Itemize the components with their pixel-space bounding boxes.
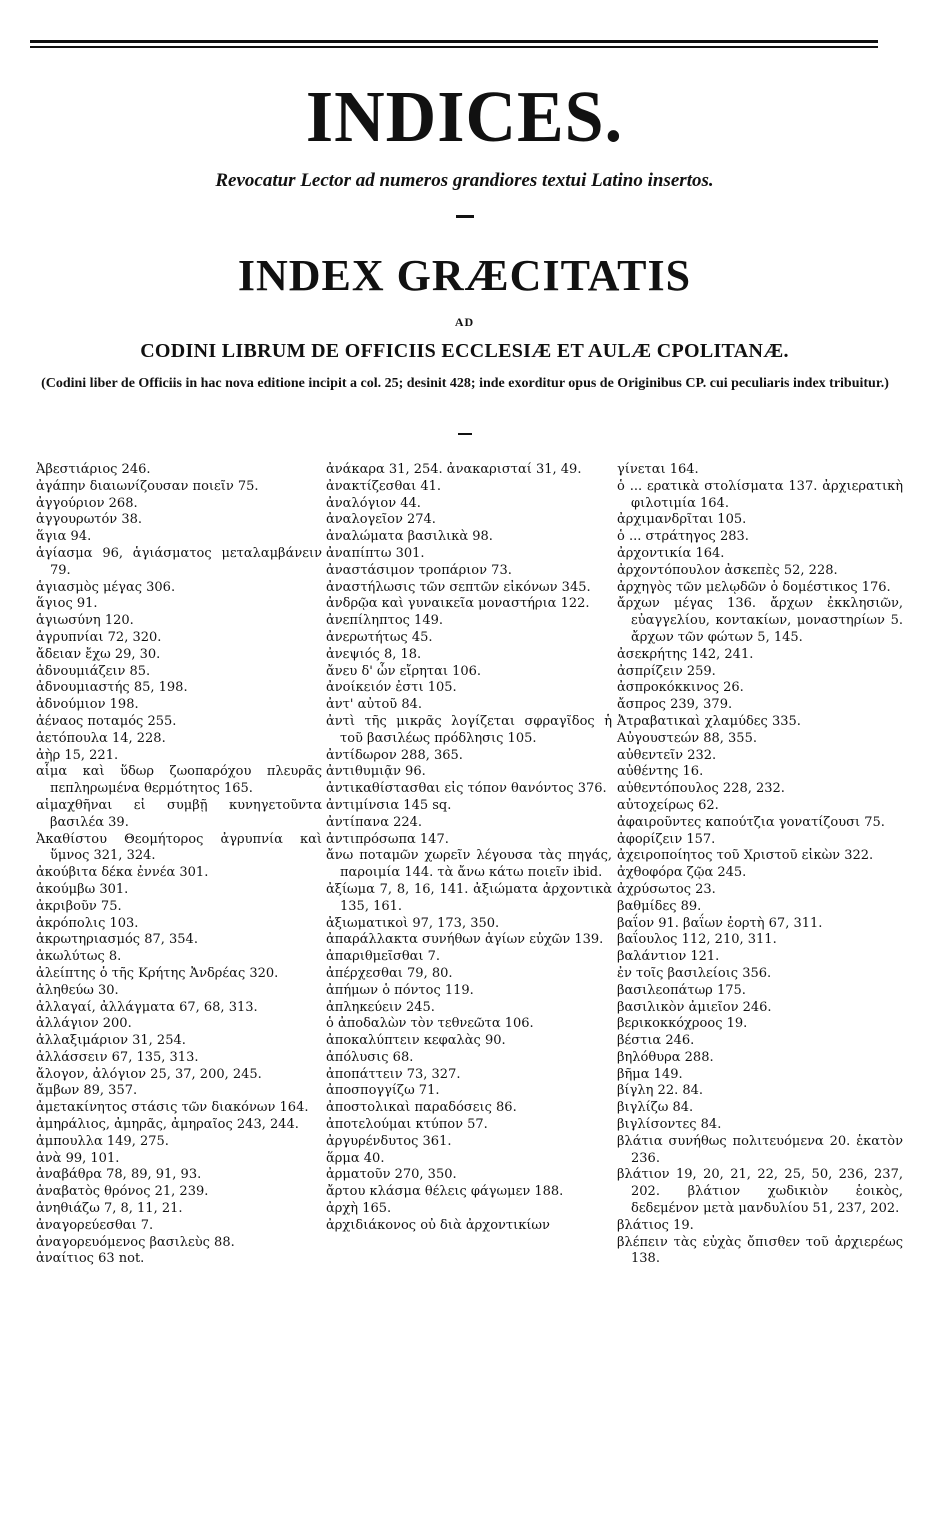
page-title: INDICES.	[305, 77, 624, 158]
index-entry: γίνεται 164.	[617, 462, 699, 477]
index-entry: ἀμετακίνητος στάσις τῶν διακόνων 164.	[36, 1100, 309, 1116]
index-entry: βαλάντιον 121.	[617, 949, 720, 965]
index-entry: ἀλλάγιον 200.	[36, 1016, 132, 1032]
index-entry: ἀντίπανα 224.	[326, 814, 423, 830]
work-title: CODINI LIBRUM DE OFFICIIS ECCLESIÆ ET AULÆ CPOLITANÆ.	[140, 340, 789, 362]
index-entry: βίγλη 22. 84.	[617, 1083, 704, 1099]
index-entry: ἀνεψιός 8, 18.	[326, 646, 422, 662]
index-entry: ἀπόλυσις 68.	[326, 1049, 414, 1065]
index-entry: ἀντικαθίστασθαι εἰς τόπον θανόντος 376.	[326, 781, 607, 797]
index-entry: ἀδνουμιαστής 85, 198.	[36, 680, 188, 696]
index-entry: βαΐον 91. βαΐων ἑορτὴ 67, 311.	[617, 915, 823, 931]
index-entry: ἀσεκρήτης 142, 241.	[617, 646, 754, 662]
index-entry: ἀντιμίνσια 145 sq.	[326, 797, 452, 813]
index-entry: ἀνακτίζεσθαι 41.	[326, 478, 442, 494]
index-entry: βλάτια συνήθως πολιτευόμενα 20. ἑκατὸν 236.	[617, 1133, 903, 1166]
index-entry: ἀναπίπτω 301.	[326, 545, 425, 561]
index-entry: ἀνοίκειόν ἐστι 105.	[326, 680, 457, 696]
index-entry: ἀνεπίληπτος 149.	[326, 613, 444, 629]
index-entry: ἀκριβοῦν 75.	[36, 898, 122, 914]
index-entry: ἀποτελούμαι κτύπον 57.	[326, 1117, 488, 1133]
index-entry: ἀχειροποίητος τοῦ Χριστοῦ εἰκὼν 322.	[617, 848, 874, 864]
index-entry: ἀκούμβω 301.	[36, 881, 129, 897]
index-entry: αὐθεντεῖν 232.	[617, 747, 717, 763]
index-entry: ἄλογον, ἀλόγιον 25, 37, 200, 245.	[36, 1066, 262, 1082]
index-entry: ἀποπάττειν 73, 327.	[326, 1066, 461, 1082]
index-entry: ἀλλαγαί, ἀλλάγματα 67, 68, 313.	[36, 999, 258, 1015]
index-entry: ἀσπρίζειν 259.	[617, 663, 716, 679]
index-entry: ἀνάκαρα 31, 254. ἀνακαρισταί 31, 49.	[326, 462, 582, 477]
separator-dash	[456, 215, 474, 218]
index-entry: ἁγιασμὸς μέγας 306.	[36, 579, 176, 595]
index-entry: ἀποσπογγίζω 71.	[326, 1083, 440, 1099]
index-entry: βλέπειν τὰς εὐχὰς ὄπισθεν τοῦ ἀρχιερέως 138.	[617, 1234, 903, 1267]
index-entry: βέστια 246.	[617, 1033, 695, 1049]
index-entry: ἄρχων μέγας 136. ἄρχων ἐκκλησιῶν, εὐαγγελίου, κοντακίων, μοναστηρίων 5. ἄρχων τῶν φώτων 5, 145.	[617, 596, 903, 645]
index-entry: ἀέναος ποταμός 255.	[36, 713, 177, 729]
index-entry: ἅγιος 91.	[36, 596, 98, 612]
index-entry: ἀργυρένδυτος 361.	[326, 1133, 452, 1149]
index-entry: ἀπαράλλακτα συνήθων ἁγίων εὐχῶν 139.	[326, 932, 604, 948]
index-entry: αἱμαχθῆναι εἰ συμβῇ κυνηγετοῦντα βασιλέα 39.	[36, 797, 322, 830]
index-entry: βασιλικὸν ἀμιεῖον 246.	[617, 999, 772, 1015]
index-entry: ἀπληκεύειν 245.	[326, 999, 435, 1015]
index-entry: ἀπέρχεσθαι 79, 80.	[326, 965, 453, 981]
index-entry: ἀναίτιος 63 not.	[36, 1251, 145, 1267]
index-entry: βῆμα 149.	[617, 1066, 683, 1082]
index-entry: αὐτοχείρως 62.	[617, 797, 719, 813]
index-entry: ἀφαιροῦντες καπούτζια γονατίζουσι 75.	[617, 814, 885, 830]
top-double-rule-thin	[30, 46, 878, 48]
index-entry: ἀνδρῷα καὶ γυναικεῖα μοναστήρια 122.	[326, 596, 590, 612]
index-entry: ἀναστάσιμον τροπάριον 73.	[326, 562, 512, 578]
index-entry: ἀκωλύτως 8.	[36, 949, 122, 965]
index-entry: ἄδειαν ἔχω 29, 30.	[36, 646, 161, 662]
index-entry: ἀληθεύω 30.	[36, 982, 119, 998]
index-entry: ἄσπρος 239, 379.	[617, 697, 733, 713]
index-entry: ἄνω ποταμῶν χωρεῖν λέγουσα τὰς πηγάς, παροιμία 144. τὰ ἄνω κάτω ποιεῖν ibid.	[326, 848, 612, 881]
index-entry: ἀνερωτήτως 45.	[326, 629, 433, 645]
index-entry: ἁγιωσύνη 120.	[36, 613, 134, 629]
index-entry: βαΐουλος 112, 210, 311.	[617, 932, 777, 948]
index-entry: ἀρχὴ 165.	[326, 1201, 392, 1217]
index-entry: ἀλλαξιμάριον 31, 254.	[36, 1033, 186, 1049]
index-entry: ἀναβάθρα 78, 89, 91, 93.	[36, 1167, 202, 1183]
index-entry: ἄνευ δ' ὧν εἴρηται 106.	[326, 663, 482, 679]
index-entry: βιγλίσοντες 84.	[617, 1117, 722, 1133]
index-entry: βιγλίζω 84.	[617, 1100, 694, 1116]
index-entry: ὁ ... στράτηγος 283.	[617, 529, 749, 545]
index-entry: βηλόθυρα 288.	[617, 1049, 714, 1065]
ad-label: AD	[454, 315, 475, 329]
index-entry: ἐν τοῖς βασιλείοις 356.	[617, 965, 772, 981]
index-entry: ἀποκαλύπτειν κεφαλὰς 90.	[326, 1033, 506, 1049]
index-entry: αὐθεντόπουλος 228, 232.	[617, 781, 785, 797]
index-entry: ἀπαριθμεῖσθαι 7.	[326, 949, 441, 965]
index-entry: αὐθέντης 16.	[617, 764, 704, 780]
index-entry: ἀχθοφόρα ζῷα 245.	[617, 865, 747, 881]
index-entry: βερικοκκόχροος 19.	[617, 1016, 748, 1032]
index-entry: ἀλλάσσειν 67, 135, 313.	[36, 1049, 199, 1065]
index-entry: ὁ ἀποδαλὼν τὸν τεθνεῶτα 106.	[326, 1016, 534, 1032]
index-entry: ἀναβατὸς θρόνος 21, 239.	[36, 1184, 209, 1200]
index-entry: Ἀτραβατικαὶ χλαμύδες 335.	[617, 713, 801, 729]
index-entry: βλάτιος 19.	[617, 1217, 694, 1233]
index-column-2	[326, 462, 612, 1235]
index-entry: ἀναλώματα βασιλικὰ 98.	[326, 529, 493, 545]
index-entry: ἀποστολικαὶ παραδόσεις 86.	[326, 1100, 517, 1116]
index-entry: ἀνηθιάζω 7, 8, 11, 21.	[36, 1201, 183, 1217]
index-entry: ἀρχιδιάκονος οὐ διὰ ἀρχοντικίων	[326, 1217, 550, 1233]
index-entry: ἀφορίζειν 157.	[617, 831, 716, 847]
index-entry: ἀσπροκόκκινος 26.	[617, 680, 744, 696]
index-entry: ἀναγορεύεσθαι 7.	[36, 1217, 154, 1233]
top-double-rule-thick	[30, 40, 878, 43]
index-title: INDEX GRÆCITATIS	[237, 251, 692, 300]
index-entry: ἀναλογεῖον 274.	[326, 512, 436, 528]
index-entry: ἀξίωμα 7, 8, 16, 141. ἀξιώματα ἀρχοντικὰ 135, 161.	[326, 881, 612, 914]
index-entry: ἀνὰ 99, 101.	[36, 1150, 120, 1166]
index-entry: Ἀβεστιάριος 246.	[36, 462, 151, 477]
index-entry: ἀδνουμιάζειν 85.	[36, 663, 151, 679]
index-entry: ἀντὶ τῆς μικρᾶς λογίζεται σφραγῖδος ἡ τοῦ βασιλέως πρόδλησις 105.	[326, 713, 612, 746]
index-entry: βασιλεοπάτωρ 175.	[617, 982, 746, 998]
index-entry: ἄμβων 89, 357.	[36, 1083, 138, 1099]
index-entry: Ἀκαθίστου Θεομήτορος ἀγρυπνία καὶ ὕμνος 321, 324.	[36, 831, 322, 864]
index-entry: ἀδνούμιον 198.	[36, 697, 139, 713]
index-entry: ἀντ' αὐτοῦ 84.	[326, 697, 422, 713]
index-entry: ἀντιπρόσωπα 147.	[326, 831, 449, 847]
editorial-note: (Codini liber de Officiis in hac nova editione incipit a col. 25; desinit 428; inde exorditur opus de Originibus CP. cui peculiaris index tribuitur.)	[41, 376, 889, 391]
index-entry: Αὐγουστεών 88, 355.	[617, 730, 757, 746]
index-entry: ἀλείπτης ὁ τῆς Κρήτης Ἀνδρέας 320.	[36, 965, 279, 981]
index-entry: ἀμηράλιος, ἀμηρᾶς, ἀμηραῖος 243, 244.	[36, 1117, 299, 1133]
index-entry: ἀγρυπνίαι 72, 320.	[36, 629, 162, 645]
index-entry: ἀρχιμανδρῖται 105.	[617, 512, 747, 528]
index-entry: ἀκρωτηριασμός 87, 354.	[36, 932, 198, 948]
index-entry: ἀκρόπολις 103.	[36, 915, 139, 931]
index-entry: ἄρτου κλάσμα θέλεις φάγωμεν 188.	[326, 1184, 564, 1200]
index-entry: ἀντίδωρον 288, 365.	[326, 747, 463, 763]
index-entry: ἀγγούριον 268.	[36, 495, 138, 511]
index-entry: ἀγάπην διαιωνίζουσαν ποιεῖν 75.	[36, 478, 259, 494]
index-entry: ἁγίασμα 96, ἁγιάσματος μεταλαμβάνειν 79.	[36, 545, 322, 578]
index-entry: ἀκούβιτα δέκα ἐννέα 301.	[36, 865, 209, 881]
index-column-1	[36, 462, 322, 1268]
subtitle: Revocatur Lector ad numeros grandiores textui Latino insertos.	[215, 170, 714, 191]
index-entry: ἀρχοντόπουλον ἀσκεπὲς 52, 228.	[617, 562, 838, 578]
index-entry: ἀναγορευόμενος βασιλεὺς 88.	[36, 1234, 235, 1250]
index-entry: ἅρμα 40.	[326, 1150, 385, 1166]
index-entry: βαθμίδες 89.	[617, 898, 702, 914]
index-entry: ἀναλόγιον 44.	[326, 495, 421, 511]
index-entry: ὁ ... ερατικὰ στολίσματα 137. ἀρχιερατικὴ φιλοτιμία 164.	[617, 478, 903, 511]
index-entry: ἀρχηγὸς τῶν μελῳδῶν ὁ δομέστικος 176.	[617, 579, 891, 595]
separator-dash-2	[458, 433, 472, 435]
index-entry: ἀετόπουλα 14, 228.	[36, 730, 166, 746]
index-entry: ἀμπουλλα 149, 275.	[36, 1133, 169, 1149]
index-entry: ἀρματοῦν 270, 350.	[326, 1167, 457, 1183]
index-entry: ἀχρύσωτος 23.	[617, 881, 716, 897]
index-entry: ἀγγουρωτόν 38.	[36, 512, 143, 528]
index-entry: ἀρχοντικία 164.	[617, 545, 725, 561]
index-entry: βλάτιον 19, 20, 21, 22, 25, 50, 236, 237, 202. βλάτιον χωδικιὸν ἑοικὸς, δεδεμένον μετὰ μανδυλίου 51, 237, 202.	[617, 1167, 903, 1217]
index-entry: ἀναστήλωσις τῶν σεπτῶν εἰκόνων 345.	[326, 579, 591, 595]
index-entry: ἀὴρ 15, 221.	[36, 747, 119, 763]
index-entry: ἀξιωματικοὶ 97, 173, 350.	[326, 915, 500, 931]
index-entry: ἀντιθυμιᾷν 96.	[326, 764, 426, 780]
index-column-3	[617, 462, 903, 1268]
index-entry: ἅγια 94.	[36, 529, 92, 545]
index-entry: αἷμα καὶ ὕδωρ ζωοπαρόχου πλευρᾶς πεπληρωμένα θερμότητος 165.	[36, 764, 322, 797]
index-entry: ἀπήμων ὁ πόντος 119.	[326, 982, 474, 998]
